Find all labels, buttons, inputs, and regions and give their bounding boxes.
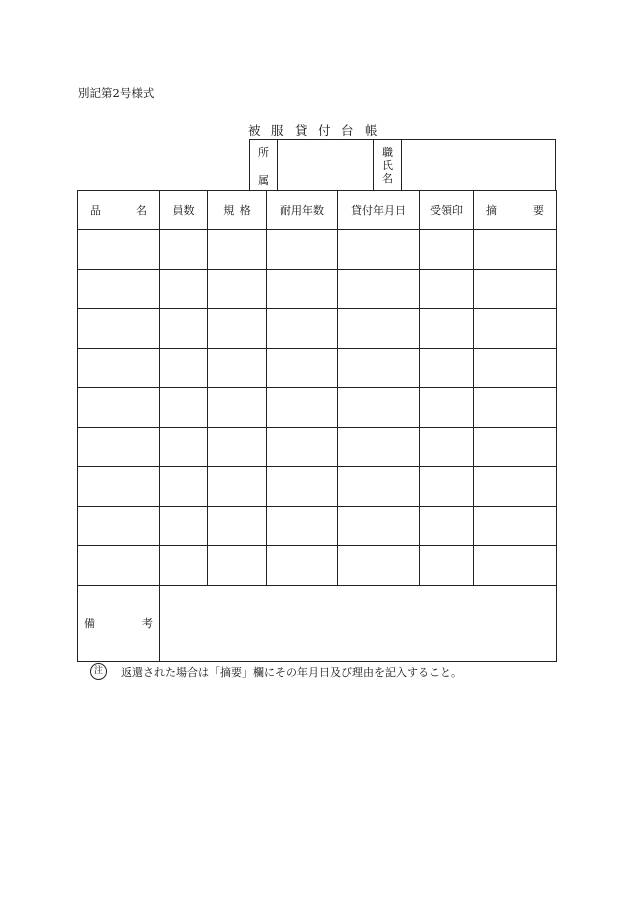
table-cell[interactable] <box>474 269 557 309</box>
table-cell[interactable] <box>267 230 338 270</box>
table-cell[interactable] <box>78 309 160 349</box>
note-mark-icon: 注 <box>90 663 107 680</box>
table-cell[interactable] <box>78 427 160 467</box>
table-cell[interactable] <box>160 506 208 546</box>
table-cell[interactable] <box>338 309 420 349</box>
title-char: 貸 <box>295 123 308 138</box>
table-cell[interactable] <box>338 348 420 388</box>
table-cell[interactable] <box>208 309 267 349</box>
remarks-row <box>78 585 557 661</box>
table-cell[interactable] <box>267 546 338 586</box>
column-header-summary: 摘 要 <box>474 191 557 230</box>
table-cell[interactable] <box>420 230 474 270</box>
footnote-text: 返還された場合は「摘要」欄にその年月日及び理由を記入すること。 <box>121 665 462 679</box>
table-cell[interactable] <box>208 546 267 586</box>
table-cell[interactable] <box>160 427 208 467</box>
table-cell[interactable] <box>160 269 208 309</box>
form-number: 別記第2号様式 <box>78 86 155 100</box>
affiliation-field[interactable] <box>278 140 374 191</box>
column-header-item-name: 品 名 <box>78 191 160 230</box>
table-cell[interactable] <box>338 467 420 507</box>
table-cell[interactable] <box>474 467 557 507</box>
table-cell[interactable] <box>78 388 160 428</box>
table-row <box>78 388 557 428</box>
table-row <box>78 506 557 546</box>
table-row <box>78 546 557 586</box>
table-cell[interactable] <box>78 467 160 507</box>
loan-ledger-table <box>77 190 557 662</box>
name-field[interactable] <box>402 140 556 191</box>
table-cell[interactable] <box>267 506 338 546</box>
table-cell[interactable] <box>78 506 160 546</box>
table-cell[interactable] <box>208 388 267 428</box>
table-cell[interactable] <box>420 427 474 467</box>
table-cell[interactable] <box>338 506 420 546</box>
table-cell[interactable] <box>474 506 557 546</box>
table-cell[interactable] <box>160 230 208 270</box>
table-cell[interactable] <box>78 230 160 270</box>
title-char: 台 <box>341 123 354 138</box>
table-cell[interactable] <box>420 348 474 388</box>
table-cell[interactable] <box>267 427 338 467</box>
affiliation-name-table <box>249 139 556 191</box>
table-cell[interactable] <box>474 546 557 586</box>
table-cell[interactable] <box>420 467 474 507</box>
column-header-count: 員数 <box>160 191 208 230</box>
table-cell[interactable] <box>338 269 420 309</box>
table-cell[interactable] <box>420 309 474 349</box>
table-cell[interactable] <box>78 546 160 586</box>
column-header-loan-date: 貸付年月日 <box>338 191 420 230</box>
table-cell[interactable] <box>208 269 267 309</box>
title-char: 被 <box>248 123 261 138</box>
remarks-label: 備 考 <box>78 585 160 661</box>
table-cell[interactable] <box>267 348 338 388</box>
table-row <box>78 269 557 309</box>
table-cell[interactable] <box>160 309 208 349</box>
table-cell[interactable] <box>420 388 474 428</box>
title-char: 帳 <box>365 123 378 138</box>
table-cell[interactable] <box>160 467 208 507</box>
name-label: 職 氏 名 <box>374 140 402 191</box>
footnote <box>90 663 462 680</box>
table-row <box>78 348 557 388</box>
table-cell[interactable] <box>420 506 474 546</box>
table-row <box>78 467 557 507</box>
table-cell[interactable] <box>474 230 557 270</box>
remarks-field[interactable] <box>160 585 557 661</box>
table-cell[interactable] <box>208 467 267 507</box>
table-row <box>78 309 557 349</box>
table-cell[interactable] <box>208 230 267 270</box>
table-cell[interactable] <box>338 230 420 270</box>
column-header-receipt-seal: 受領印 <box>420 191 474 230</box>
table-row <box>78 427 557 467</box>
table-cell[interactable] <box>208 506 267 546</box>
title-char: 服 <box>271 123 284 138</box>
table-cell[interactable] <box>474 309 557 349</box>
table-cell[interactable] <box>160 348 208 388</box>
table-cell[interactable] <box>474 427 557 467</box>
table-cell[interactable] <box>267 269 338 309</box>
table-row <box>78 230 557 270</box>
table-cell[interactable] <box>78 269 160 309</box>
table-cell[interactable] <box>160 546 208 586</box>
table-cell[interactable] <box>78 348 160 388</box>
table-cell[interactable] <box>420 269 474 309</box>
table-cell[interactable] <box>267 467 338 507</box>
column-header-spec: 規格 <box>208 191 267 230</box>
table-cell[interactable] <box>208 427 267 467</box>
table-cell[interactable] <box>338 388 420 428</box>
header-row <box>78 191 557 230</box>
table-cell[interactable] <box>267 388 338 428</box>
table-cell[interactable] <box>474 348 557 388</box>
table-cell[interactable] <box>267 309 338 349</box>
table-cell[interactable] <box>160 388 208 428</box>
table-cell[interactable] <box>338 427 420 467</box>
column-header-durable-years: 耐用年数 <box>267 191 338 230</box>
table-cell[interactable] <box>420 546 474 586</box>
title-char: 付 <box>318 123 331 138</box>
table-cell[interactable] <box>208 348 267 388</box>
affiliation-label: 所 属 <box>250 140 278 191</box>
table-cell[interactable] <box>338 546 420 586</box>
table-cell[interactable] <box>474 388 557 428</box>
